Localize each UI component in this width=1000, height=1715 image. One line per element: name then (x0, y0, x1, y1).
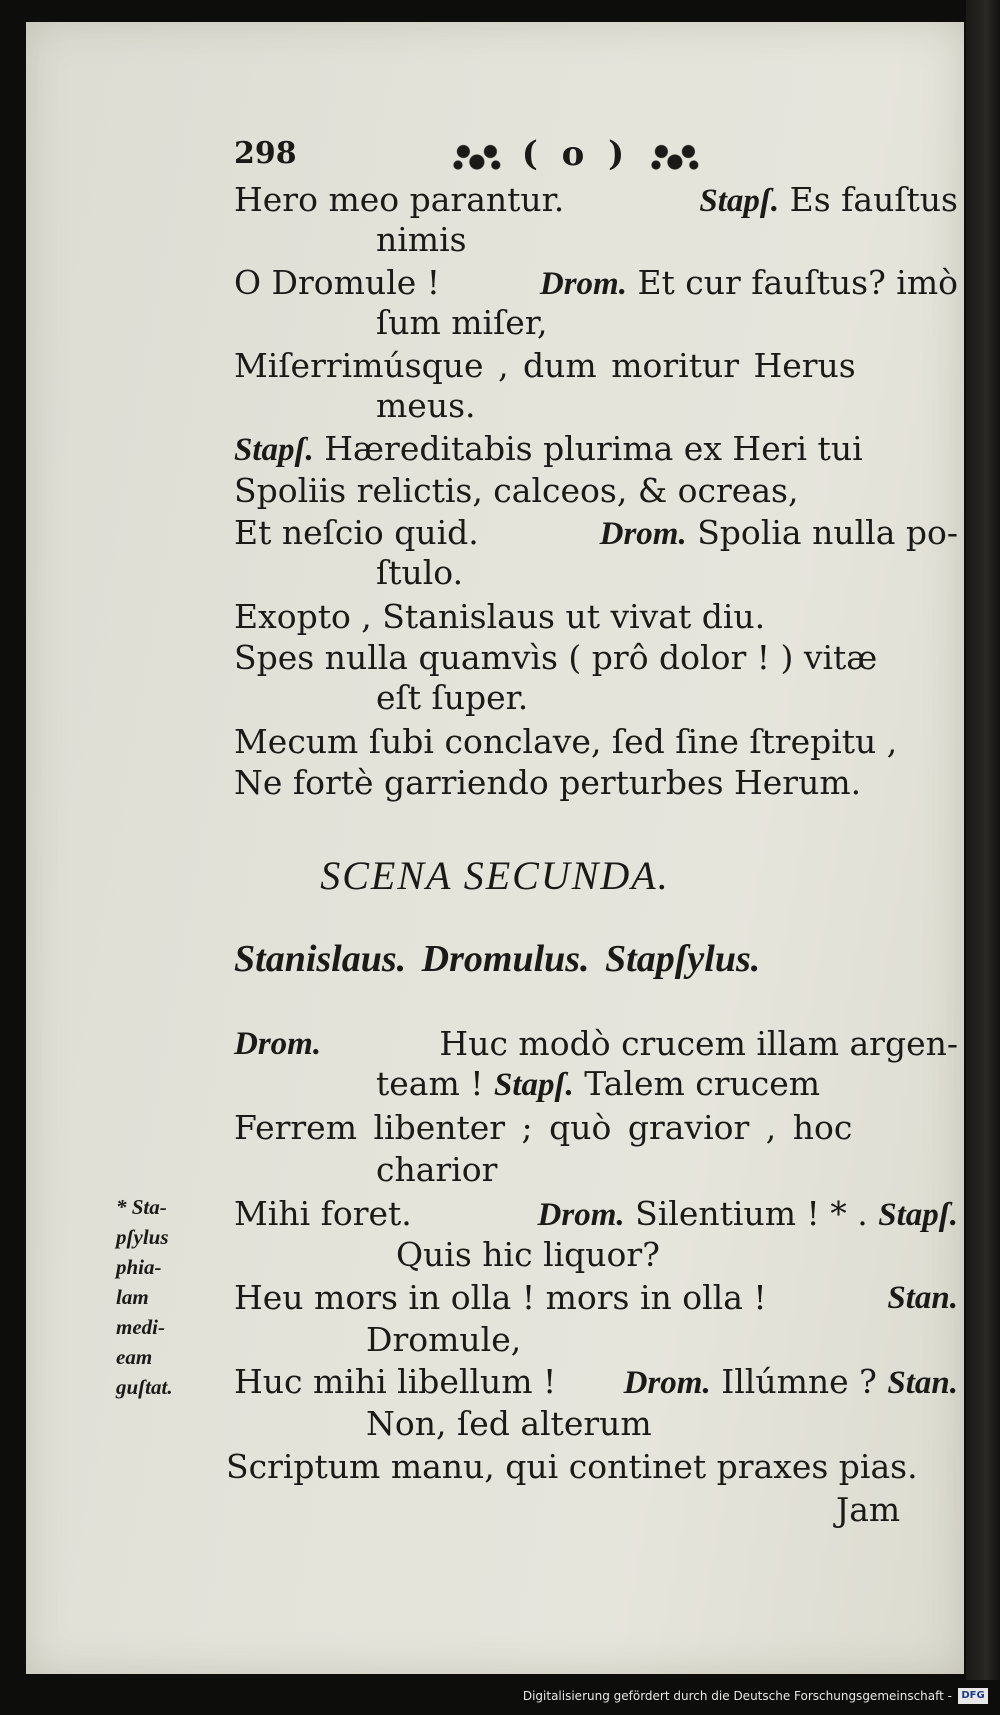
header-ornament (450, 134, 702, 174)
verse-line-continuation: charior (376, 1150, 498, 1189)
digitization-footer (0, 1680, 1000, 1715)
dfg-logo-icon: DFG (958, 1688, 988, 1704)
speaker-label: Drom. (537, 1197, 625, 1233)
dramatis-personae: Stanislaus. Dromulus. Stapſylus. (234, 938, 761, 980)
speaker-label: Stapſ. (494, 1067, 574, 1103)
right-ornament-icon (648, 141, 702, 171)
book-page (26, 22, 964, 1674)
verse-line: Spes nulla quamvìs ( prô dolor ! ) vitæ (234, 638, 878, 677)
verse-line-continuation: nimis (376, 220, 467, 259)
speaker-label: Stan. (887, 1365, 958, 1401)
verse-line: Ferrem libenter ; quò gravior , hoc (234, 1108, 853, 1147)
scan-book-edge (966, 0, 1000, 1680)
verse-line: Stapſ. Hæreditabis plurima ex Heri tui (234, 429, 863, 468)
verse-line: Heu mors in olla ! mors in olla ! Stan. (234, 1278, 958, 1317)
verse-line: Exopto , Stanislaus ut vivat diu. (234, 597, 766, 636)
verse-line-continuation: Dromule, (366, 1320, 522, 1359)
header-center-mark: ( o ) (521, 134, 631, 174)
verse-line: Miſerrimúsque , dum moritur Herus (234, 346, 856, 385)
verse-line: Scriptum manu, qui continet praxes pias. (226, 1447, 918, 1486)
funding-credit: Digitalisierung gefördert durch die Deutsche Forschungsgemeinschaft - (522, 1689, 952, 1703)
page-number: 298 (234, 136, 297, 171)
verse-line: Mecum ſubi conclave, ſed ſine ſtrepitu , (234, 722, 898, 761)
verse-line: Ne fortè garriendo perturbes Herum. (234, 763, 862, 802)
speaker-label: Drom. (234, 1026, 322, 1062)
catchword: Jam (836, 1490, 901, 1529)
verse-line-continuation: ſum miſer, (376, 303, 548, 342)
speaker-label: Stapſ. (699, 183, 780, 219)
marginal-stage-direction: * Sta- pſylus phia- lam medi- eam guſtat. (116, 1195, 173, 1399)
speaker-label: Drom. (539, 266, 627, 302)
left-ornament-icon (450, 141, 504, 171)
verse-line: Et neſcio quid. Drom. Spolia nulla po- (234, 513, 958, 552)
verse-line-continuation: eſt ſuper. (376, 678, 529, 717)
running-head (26, 132, 964, 182)
verse-line-continuation: meus. (376, 386, 476, 425)
verse-line: Drom. Huc modò crucem illam argen- (234, 1024, 958, 1063)
speaker-label: Stapſ. (878, 1197, 958, 1233)
verse-line: Spoliis relictis, calceos, & ocreas, (234, 471, 799, 510)
verse-line: Hero meo parantur. Stapſ. Es fauſtus (234, 180, 958, 219)
speaker-label: Drom. (623, 1365, 711, 1401)
verse-line-continuation: Non, ſed alterum (366, 1404, 652, 1443)
speaker-label: Stan. (887, 1280, 958, 1316)
verse-line: Huc mihi libellum ! Drom. Illúmne ? Stan. (234, 1362, 958, 1401)
scene-title: SCENA SECUNDA. (320, 853, 670, 898)
verse-line-continuation: ſtulo. (376, 553, 464, 592)
verse-line: Mihi foret. Drom. Silentium ! * . Stapſ. (234, 1194, 958, 1233)
verse-line-continuation: Quis hic liquor? (396, 1235, 660, 1274)
speaker-label: Drom. (599, 516, 687, 552)
verse-line: O Dromule ! Drom. Et cur fauſtus? imò (234, 263, 958, 302)
verse-line-continuation: team ! Stapſ. Talem crucem (376, 1064, 821, 1103)
speaker-label: Stapſ. (234, 432, 314, 468)
